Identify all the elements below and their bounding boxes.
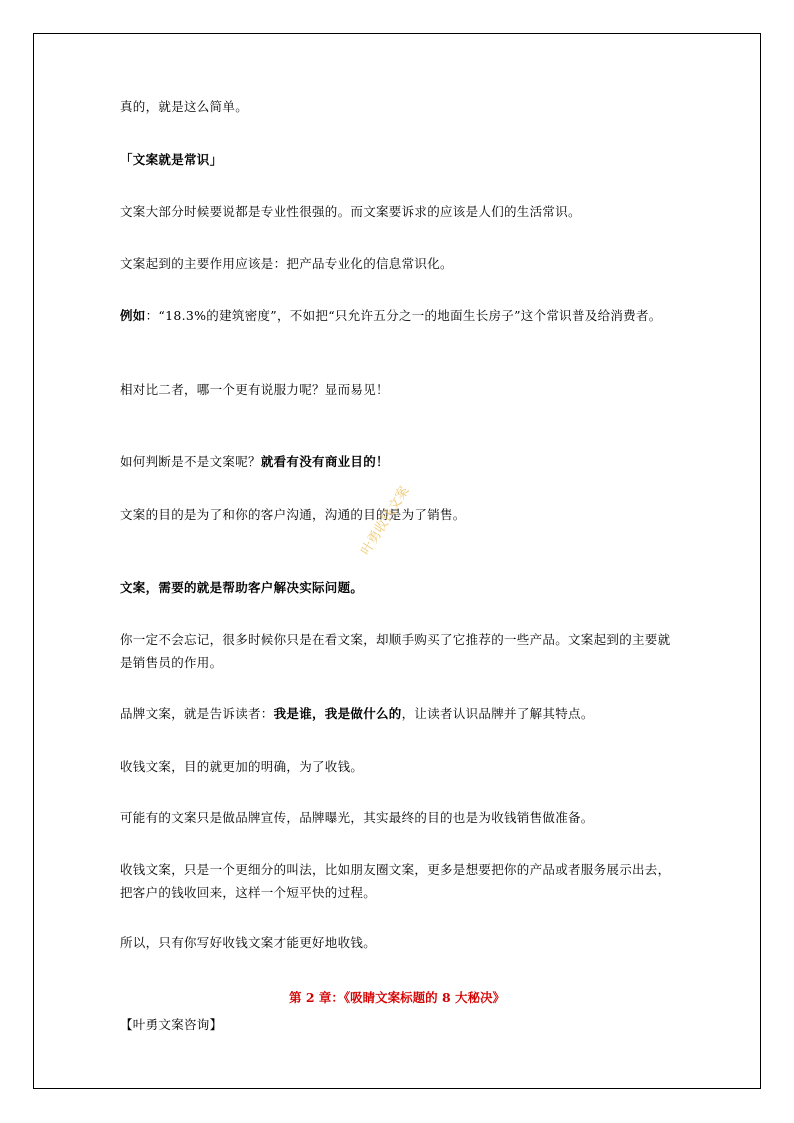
chapter-heading: 第 2 章：《吸睛文案标题的 8 大秘决》	[288, 990, 506, 1005]
paragraph-purpose: 文案的目的是为了和你的客户沟通，沟通的目的是为了销售。	[120, 507, 466, 522]
judge-answer: 就看有没有商业目的！	[260, 454, 389, 469]
watermark: 叶勇收钱文案	[358, 483, 413, 559]
paragraph-brand-promotion: 可能有的文案只是做品牌宣传，品牌曝光，其实最终的目的也是为收钱销售做准备。	[120, 810, 594, 825]
section-title: 「文案就是常识」	[120, 152, 223, 167]
example-text: ：“18.3%的建筑密度”，不如把“只允许五分之一的地面生长房子”这个常识普及给消费者。	[145, 308, 662, 323]
consult-label: 【叶勇文案咨询】	[120, 1017, 223, 1032]
paragraph-compare: 相对比二者，哪一个更有说服力呢？显而易见！	[120, 382, 389, 397]
paragraph-money-copy: 收钱文案，目的就更加的明确，为了收钱。	[120, 759, 364, 774]
judge-question: 如何判断是不是文案呢？	[120, 454, 261, 469]
brand-copy-rest: ，让读者认识品牌并了解其特点。	[401, 706, 594, 721]
paragraph-example	[120, 304, 680, 327]
paragraph-main-role: 文案起到的主要作用应该是：把产品专业化的信息常识化。	[120, 256, 453, 271]
paragraph-subdivision: 收钱文案，只是一个更细分的叫法，比如朋友圈文案，更多是想要把你的产品或者服务展示出去，把客户的钱收回来，这样一个短平快的过程。	[120, 862, 671, 900]
paragraph-judge	[120, 450, 680, 473]
brand-copy-emphasis: 我是谁，我是做什么的	[273, 706, 402, 721]
paragraph-brand-copy	[120, 702, 680, 725]
paragraph-simple: 真的，就是这么简单。	[120, 99, 249, 114]
brand-copy-intro: 品牌文案，就是告诉读者：	[120, 706, 274, 721]
paragraph-conclusion: 所以，只有你写好收钱文案才能更好地收钱。	[120, 935, 377, 950]
paragraph-salesperson: 你一定不会忘记，很多时候你只是在看文案，却顺手购买了它推荐的一些产品。文案起到的主要就是销售员的作用。	[120, 632, 671, 670]
paragraph-professional: 文案大部分时候要说都是专业性很强的。而文案要诉求的应该是人们的生活常识。	[120, 204, 581, 219]
paragraph-help-customer: 文案，需要的就是帮助客户解决实际问题。	[120, 580, 364, 595]
example-label: 例如	[120, 308, 146, 323]
